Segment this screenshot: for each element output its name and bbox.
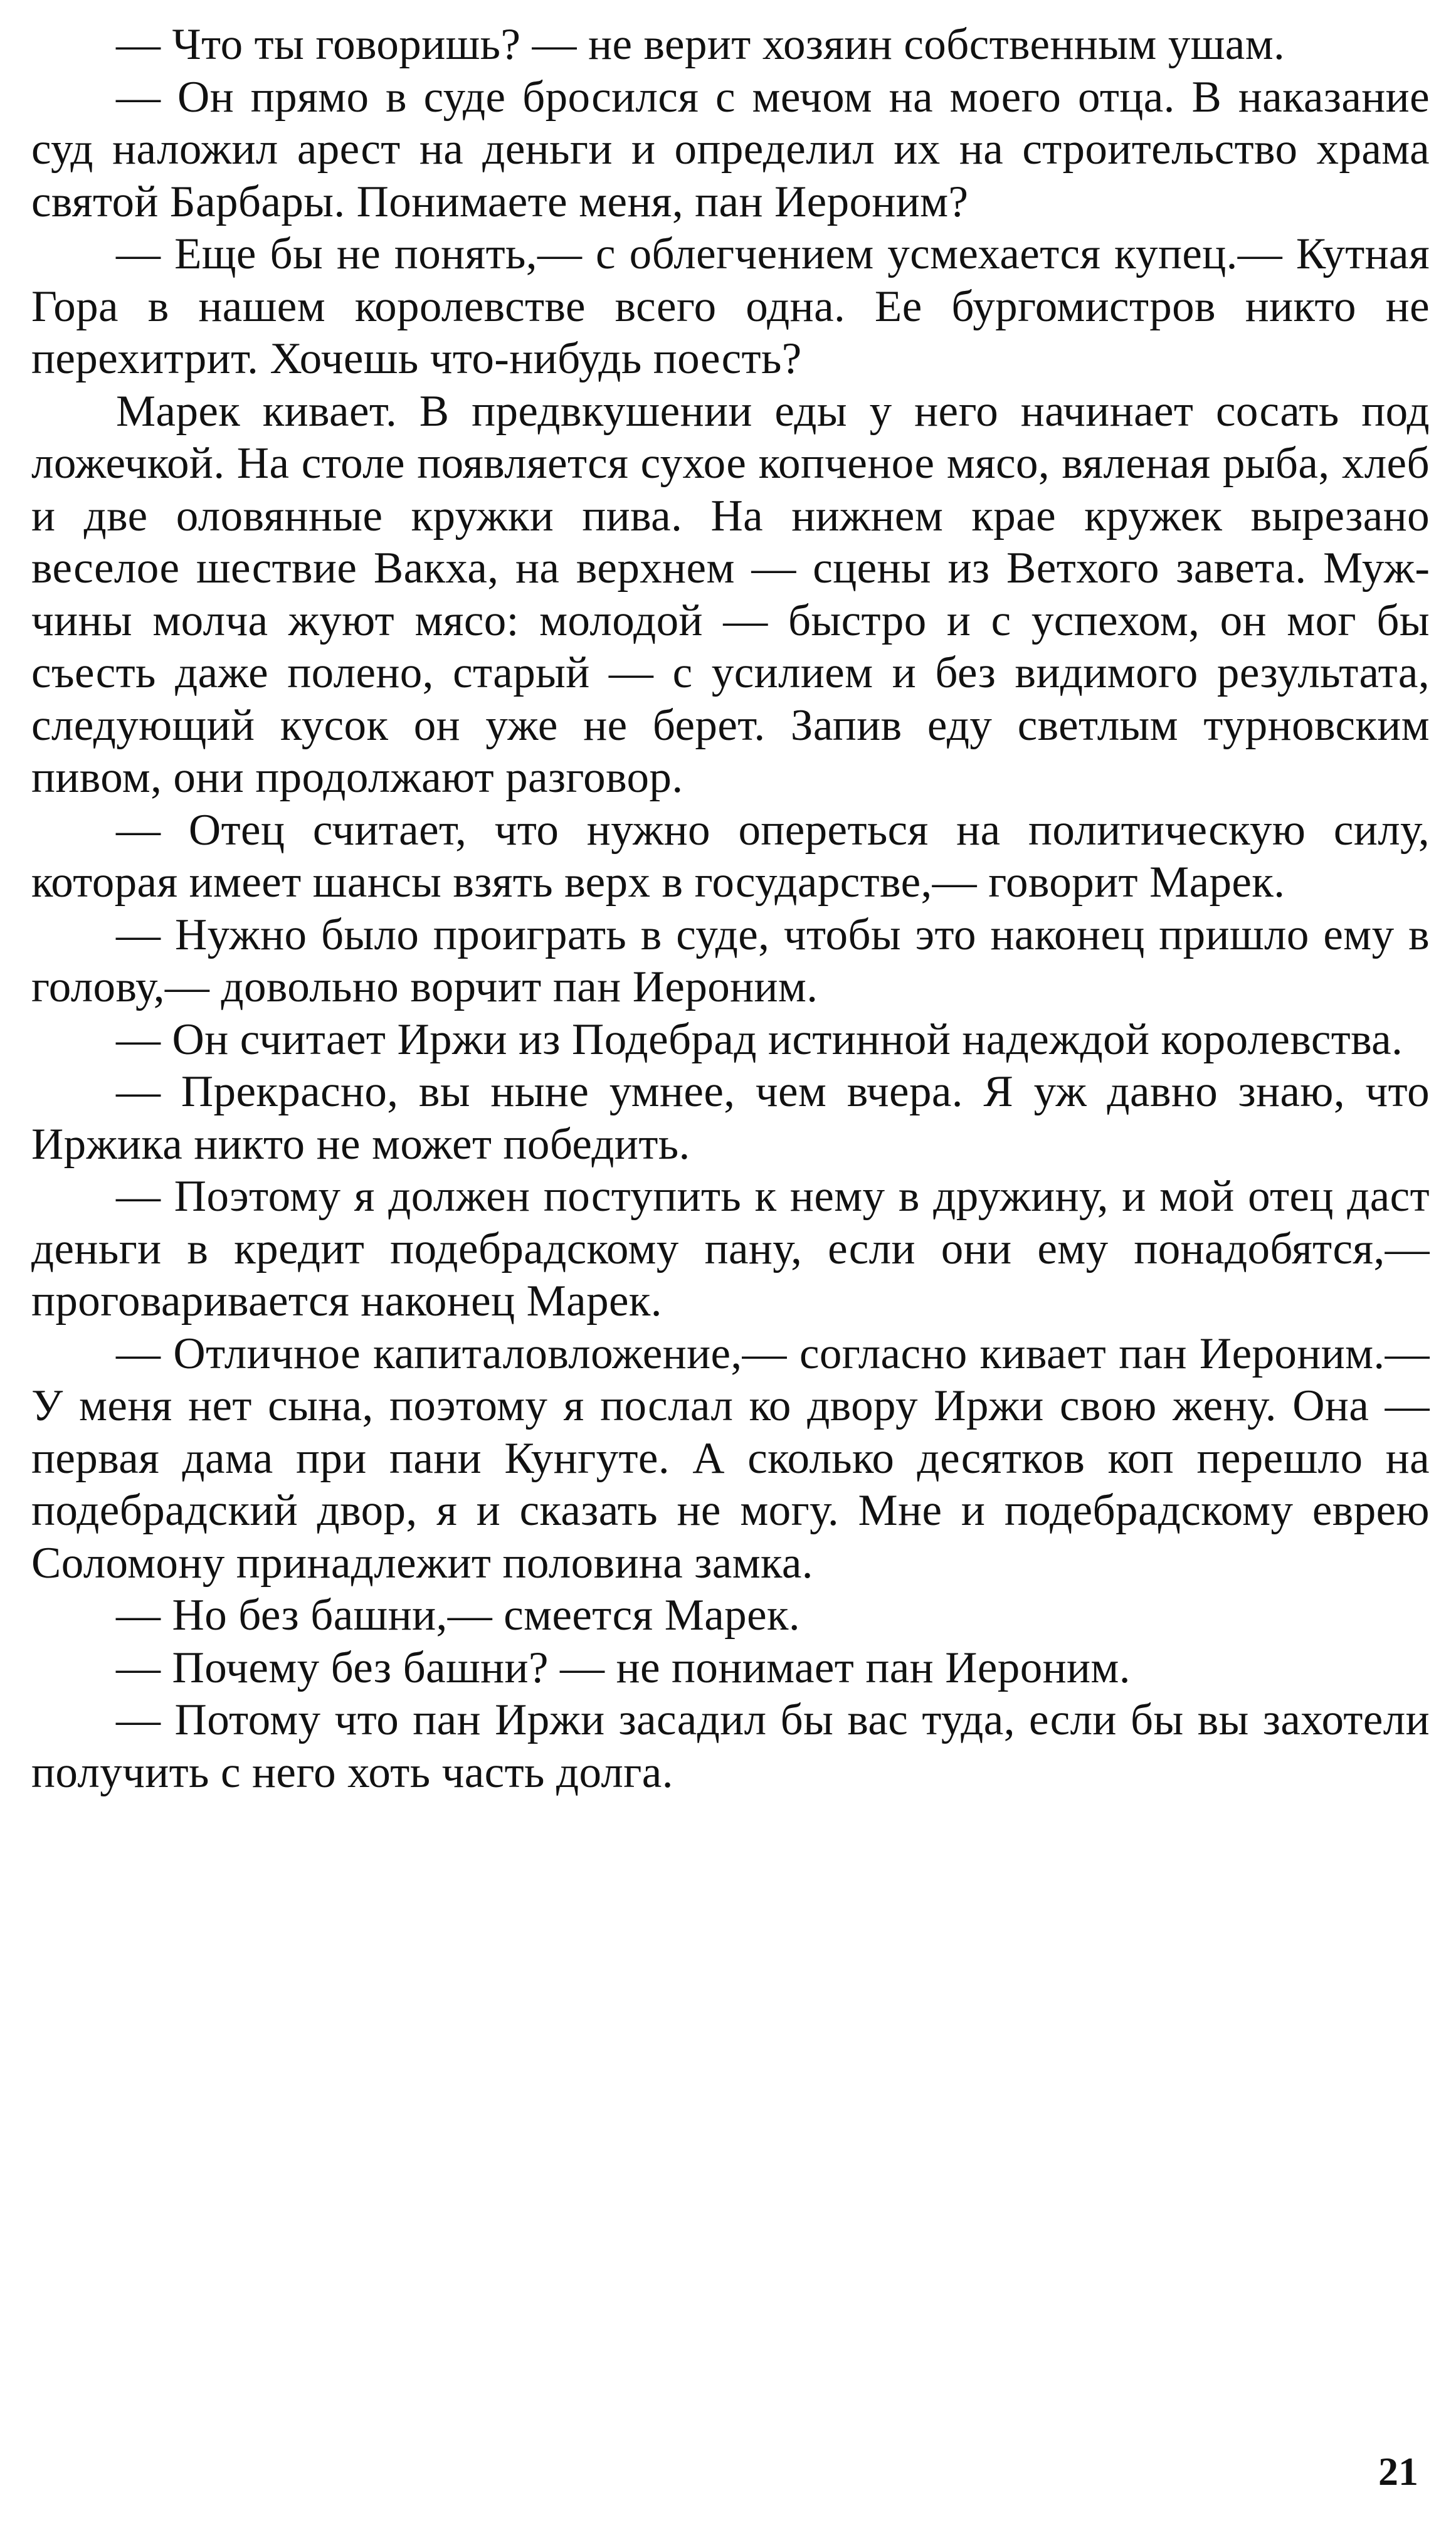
paragraph: — Почему без башни? — не понимает пан Иероним.	[116, 1643, 1131, 1692]
paragraph: — Поэтому я должен поступить к нему в дружину, и мой отец даст деньги в кредит подебрадскому пану, если они ему понадобятся,— проговаривается наконец Марек.	[31, 1172, 1430, 1326]
paragraph: — Он считает Иржи из Подебрад истинной надеждой королевства.	[116, 1015, 1403, 1064]
paragraph: — Но без башни,— смеется Марек.	[116, 1591, 801, 1640]
paragraph: — Нужно было проиграть в суде, чтобы это наконец пришло ему в голову,— довольно ворчит пан Иероним.	[31, 910, 1430, 1011]
paragraph: — Прекрасно, вы ныне умнее, чем вчера. Я уж давно знаю, что Иржика никто не может победить.	[31, 1067, 1430, 1169]
paragraph: — Что ты говоришь? — не верит хозяин собственным ушам.	[116, 20, 1285, 69]
paragraph: — Потому что пан Иржи засадил бы вас туда, если бы вы захотели получить с него хоть часть долга.	[31, 1695, 1430, 1797]
paragraph: — Еще бы не понять,— с облегчением усмехается купец.— Кутная Гора в нашем королевстве всего одна. Ее бургомистров никто не перехитрит. Хочешь что-нибудь поесть?	[31, 229, 1430, 383]
paragraph: — Отличное капиталовложение,— согласно кивает пан Иероним.— У меня нет сына, поэтому я послал ко двору Иржи свою жену. Она — первая дама при пани Кунгуте. А сколько десятков коп перешло на подебрадский двор, я и сказать не могу. Мне и подебрадскому еврею Соломону принадлежит половина замка.	[31, 1329, 1430, 1588]
paragraph: — Он прямо в суде бросился с мечом на моего отца. В наказание суд наложил арест на деньги и определил их на строительство храма святой Барбары. Понимаете меня, пан Иероним?	[31, 72, 1430, 226]
page-text	[31, 19, 1430, 1799]
paragraph: Марек кивает. В предвкушении еды у него начинает сосать под ложечкой. На столе появляется сухое копченое мясо, вяленая рыба, хлеб и две оловянные кружки пива. На нижнем крае кружек вырезано веселое шествие Вакха, на верхнем — сцены из Ветхого завета. Мужчины молча жуют мясо: молодой — быстро и с успехом, он мог бы съесть даже полено, старый — с усилием и без видимого результата, следующий кусок он уже не берет. Запив еду светлым турновским пивом, они продолжают разговор.	[31, 386, 1430, 802]
page-number: 21	[1378, 2449, 1418, 2494]
paragraph: — Отец считает, что нужно опереться на политическую силу, которая имеет шансы взять верх в государстве,— говорит Марек.	[31, 805, 1430, 907]
